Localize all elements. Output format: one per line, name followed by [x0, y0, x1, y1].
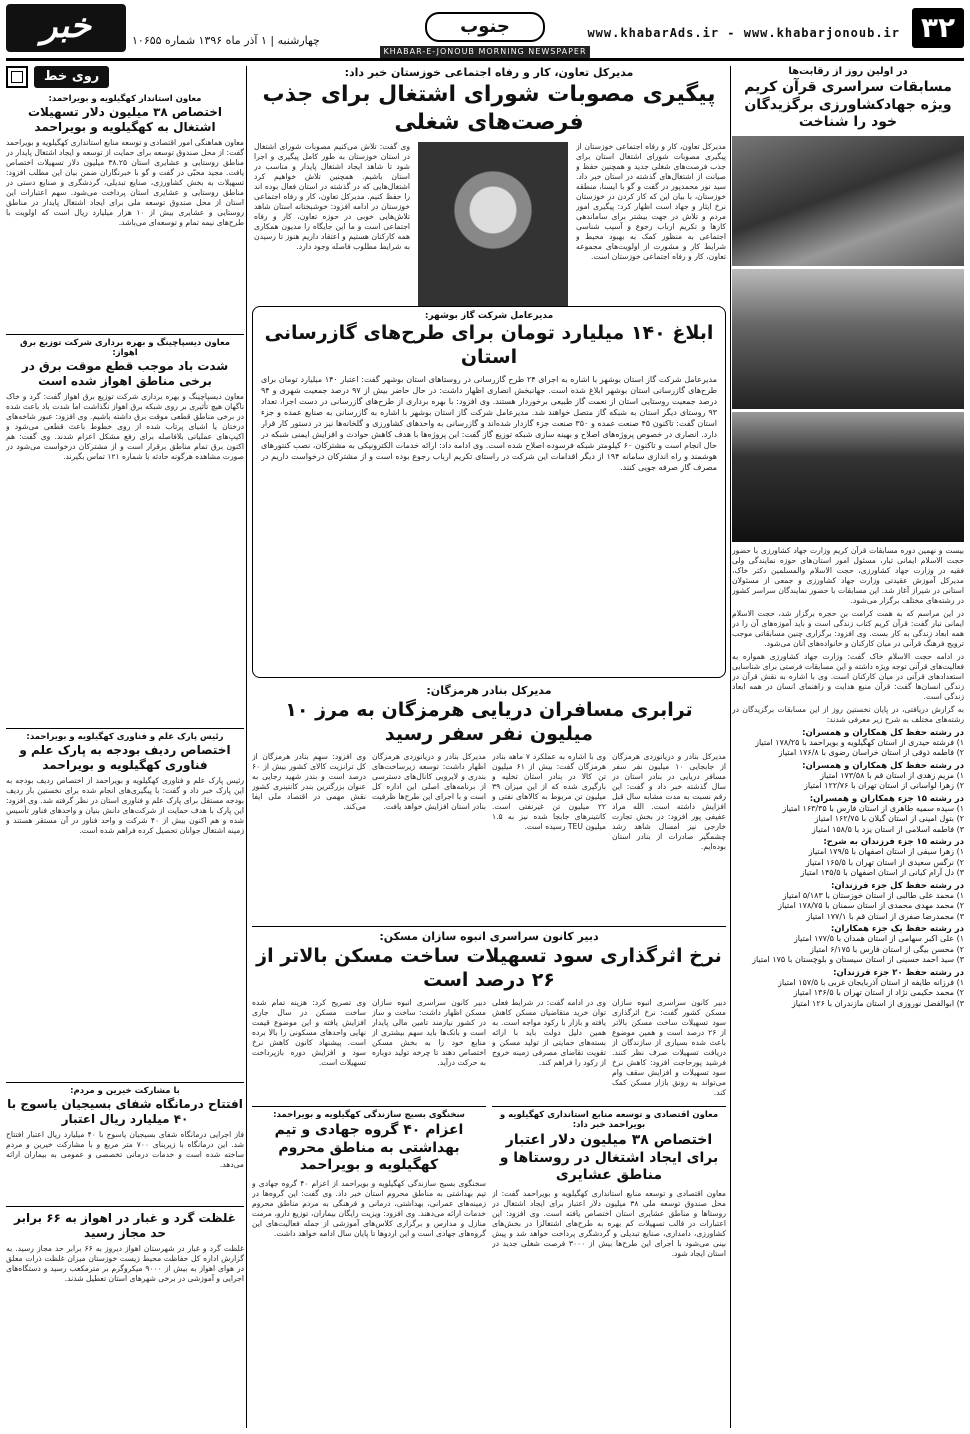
column-header [6, 66, 244, 88]
article-gas-projects [252, 306, 726, 678]
article-headline: ابلاغ ۱۴۰ میلیارد تومان برای طرح‌های گازرسانی استان [264, 322, 714, 368]
brief-body: غلظت گرد و غبار در شهرستان اهواز دیروز به ۶۶ برابر حد مجاز رسید. به گزارش اداره کل حفاظت محیط زیست خوزستان میزان غلظت ذرات معلق در هوای اهواز به بیش از ۹۰۰۰ میکروگرم بر مترمکعب رسید و دستگاه‌های اجرایی و آموزشی در برخی شهرهای استان تعطیل شدند. [6, 1244, 244, 1283]
newspaper-logo: خبر [6, 4, 126, 52]
photo-clerics [732, 136, 964, 266]
result-item: ۳) محمدرضا صفری از استان قم با ۱۷۷/۱ امتیاز [806, 911, 964, 921]
article-body: سخنگوی بسیج سازندگی کهگیلویه و بویراحمد از اعزام ۴۰ گروه جهادی و تیم بهداشتی به مناطق محروم استان خبر داد. وی گفت: این گروه‌ها در زمینه‌های عمرانی، بهداشتی، درمانی و فرهنگی به مردم مناطق محروم خدمات ارائه می‌دهند. وی افزود: ویزیت رایگان بیماران، توزیع دارو، مرمت منازل و مدارس و برگزاری کلاس‌های آموزشی از جمله فعالیت‌های این گروه‌های جهادی است و این اردوها تا پایان سال ادامه خواهد داشت. [252, 1178, 486, 1238]
article-employment-council [252, 66, 726, 306]
result-item: ۳) فاطمه اسلامی از استان یزد با ۱۵۸/۵ امتیاز [811, 824, 964, 834]
brief-headline: شدت باد موجب قطع موقت برق در برخی مناطق اهواز شده است [21, 359, 229, 388]
brief-kicker: با مشارکت خیرین و مردم: [70, 1086, 180, 1096]
result-item: ۳) ابوالفضل نوروزی از استان مازندران با ۱۲۶ امتیاز [791, 998, 964, 1008]
article-housing [252, 926, 726, 1102]
article-body: معاون اقتصادی و توسعه منابع استانداری کهگیلویه و بویراحمد گفت: از محل صندوق توسعه ملی ۳۸ میلیون دلار اعتبار برای ایجاد اشتغال در روستاها و مناطق عشایری استان اختصاص یافته است. وی افزود: این اعتبارات در قالب تسهیلات کم بهره به طرح‌های اشتغالزا در بخش‌های کشاورزی، دامداری، صنایع تبدیلی و گردشگری پرداخت خواهد شد و پیش بینی می‌شود با اجرای این طرح‌ها بیش از ۳۰۰۰ فرصت شغلی جدید در استان ایجاد شود. [492, 1188, 726, 1258]
result-item: ۲) محسن بیگی از استان فارس با ۶/۱۷۵ امتیاز [810, 944, 964, 954]
photo-director-general [418, 142, 568, 306]
article-headline: نرخ اثرگذاری سود تسهیلات ساخت مسکن بالاتر از ۲۶ درصد است [256, 945, 722, 991]
result-item: ۱) محمد علی طالبی از استان خوزستان با ۵/۱۸۳ امتیاز [782, 890, 964, 900]
masthead [0, 0, 970, 58]
article-body: وی در ادامه گفت: در شرایط فعلی توان خرید متقاضیان مسکن کاهش یافته و بازار با رکود مواجه است. به همین دلیل دولت باید با ارائه بسته‌های حمایتی از تولید مسکن و تقویت تقاضای مصرفی زمینه خروج از رکود را فراهم کند. [492, 997, 606, 1067]
article-body: مدیرعامل شرکت گاز استان بوشهر با اشاره به اجرای ۲۴ طرح گازرسانی در روستاهای استان بوشهر گفت: اعتبار ۱۴۰ میلیارد تومان برای طرح‌های گازرسانی استان بوشهر ابلاغ شده است. جهانبخش انصاری اظهار داشت: در حال حاضر بیش از ۹۷ درصد جمعیت شهری و ۹۴ درصد جمعیت روستایی استان از نعمت گاز طبیعی برخوردار هستند. وی افزود: با بهره برداری از طرح‌های گازرسانی در دست اجرا، تعداد ۹۳ روستای دیگر استان به شبکه گاز متصل خواهند شد. مدیرعامل شرکت گاز استان بوشهر با اشاره به گازرسانی به صنایع عمده و جزء استان گفت: تاکنون ۴۵ صنعت عمده و ۳۵۰ صنعت جزء گازدار شده‌اند و گازرسانی به واحدهای کشاورزی و گلخانه‌ها نیز در دستور کار قرار دارد. انصاری در خصوص پروژه‌های اصلاح و بهینه سازی شبکه توزیع گاز گفت: این پروژه‌ها با هدف کاهش حوادث و افزایش ایمنی شبکه در حال انجام است و تاکنون ۶۰ کیلومتر شبکه فرسوده اصلاح شده است. وی ادامه داد: ارائه خدمات الکترونیکی به مشترکان، نصب کنتورهای هوشمند و راه اندازی سامانه ۱۹۴ از دیگر اقدامات این شرکت در راستای تکریم ارباب رجوع بوده است و از مشترکان درخواست داریم در مصرف گاز صرفه جویی کنند. [261, 374, 717, 472]
photo-audience [732, 412, 964, 542]
article-headline: پیگیری مصوبات شورای اشتغال برای جذب فرصت‌های شغلی [262, 82, 716, 135]
quran-paragraph-2: در این مراسم که به همت کرامت بن حجره برگزار شد، حجت الاسلام ایمانی تبار گفت: قرآن کریم کتاب زندگی است و باید آموزه‌های آن را در همه ابعاد زندگی به کار بست. وی افزود: برگزاری چنین مسابقاتی موجب ترویج فرهنگ قرآنی در میان کارکنان و خانواده‌های آنان می‌شود. [732, 608, 964, 648]
column-title: روی خط [34, 66, 109, 88]
site-urls[interactable]: www.khabarAds.ir - www.khabarjonoub.ir [587, 26, 900, 40]
brief-headline: اختصاص ردیف بودجه به پارک علم و فناوری کهگیلویه و بویراحمد [19, 743, 231, 772]
brief-headline: اختصاص ۳۸ میلیون دلار تسهیلات اشتغال به کهگیلویه و بویراحمد [27, 105, 223, 134]
results-heading: در رشته حفظ کل همکاران و همسران: [802, 727, 964, 738]
result-item: ۲) بتول امینی از استان گیلان با ۱۶۲/۷۵ امتیاز [814, 814, 964, 823]
article-ports [252, 684, 726, 924]
brief-power-outage [6, 334, 244, 722]
result-item: ۲) فاطمه ذوقی از استان خراسان رضوی با ۱۷۶/۸ امتیاز [778, 748, 964, 757]
result-item: ۲) زهرا لواسانی از استان تهران با ۱۲۲/۷۶ امتیاز [804, 781, 964, 790]
article-body: وی گفت: تلاش می‌کنیم مصوبات شورای اشتغال در استان خوزستان به طور کامل پیگیری و اجرا شود تا شاهد ایجاد اشتغال پایدار و مناسب در استان باشیم. همچنین تلاش خواهیم کرد اشتغال‌هایی که در گذشته در استان فعال بوده اند را حفظ کنیم. مدیرکل تعاون، کار و رفاه اجتماعی خوزستان در ادامه افزود: خوشبختانه استان شاهد تلاش‌هایی خوبی در حوزه تعاون، کار و رفاه اجتماعی است و ما این جایگاه را مدیون همکاری همه کارکنان هستیم و اعتقاد داریم هنوز تا رسیدن به شرایط مطلوب فاصله وجود دارد. [254, 142, 410, 251]
brief-body: معاون هماهنگی امور اقتصادی و توسعه منابع استانداری کهگیلویه و بویراحمد گفت: از محل صندوق توسعه برای حمایت از توسعه و ایجاد اشتغال پایدار در مناطق روستایی و عشایری استان ۳۸.۲۵ میلیون دلار تسهیلات اختصاص یافت. مجید محبّی در گفت و گو با خبرنگاران ضمن بیان این مطلب افزود: تسهیلات به بخش کشاورزی، صنایع تبدیلی، گردشگری و صنایع دستی در مناطق روستایی و عشایری استان پرداخت می‌شود. سهم اعتبارات این استان از محل صندوق توسعه ملی برای ایجاد اشتغال پایدار در مناطق روستایی و عشایری بیش از ۱۰ هزار میلیارد ریال است که اولویت با طرح‌های نیمه تمام و توسعه‌ای می‌باشد. [6, 138, 244, 227]
dateline: چهارشنبه | ۱ آذر ماه ۱۳۹۶ شماره ۱۰۶۵۵ [132, 34, 320, 47]
brief-body: معاون دیسپاچینگ و بهره برداری شرکت توزیع برق اهواز گفت: گرد و خاک ناگهان هیچ تأثیری بر روی شبکه برق اهواز نگذاشت اما شدت باد باعث شده در برخی مناطق قطعی موقت برق داشته باشیم. وی افزود: عبور شاخه‌های درختان یا اشیای پرتاب شده از روی خطوط باعث قطعی می‌شود و اکیپ‌های عملیاتی بلافاصله برای رفع مشکل اعزام شدند. وی گفت: هم اکنون برق تمام مناطق برقرار است و از مشترکان درخواست می‌شود در صورت مشاهده هرگونه حادثه با شماره ۱۲۱ تماس بگیرند. [6, 392, 244, 461]
result-item: ۱) علی اکبر سهامی از استان همدان با ۱۷۷/۵ امتیاز [793, 934, 964, 943]
brief-kicker: معاون دیسپاچینگ و بهره برداری شرکت توزیع برق اهواز: [19, 338, 231, 358]
results-heading: در رشته ۱۵ جزء همکاران و همسران: [809, 793, 964, 804]
article-kicker: سخنگوی بسیج سازندگی کهگیلویه و بویراحمد: [273, 1110, 465, 1120]
newspaper-subtitle: KHABAR-E-JONOUB MORNING NEWSPAPER [380, 46, 590, 58]
result-item: ۱) سیده سمیه طاهری از استان فارس با ۱۶۳/۳۵ امتیاز [782, 803, 964, 813]
result-item: ۲) محمد حکیمی نژاد از استان تهران با ۱۳۶/۵ امتیاز [793, 988, 964, 997]
article-body: دبیر کانون سراسری انبوه سازان مسکن کشور گفت: نرخ اثرگذاری سود تسهیلات ساخت مسکن بالاتر از ۲۶ درصد است و همین موضوع باعث شده بسیاری از سازندگان از دریافت تسهیلات صرف نظر کنند. فرشید پورحاجت افزود: کاهش نرخ سود تسهیلات و افزایش سقف وام می‌تواند به رونق بازار مسکن کمک کند. [612, 997, 726, 1097]
result-item: ۱) فرشته حیدری از استان کهگیلویه و بویراحمد با ۱۷۸/۲۵ امتیاز [755, 737, 964, 747]
article-headline: اختصاص ۳۸ میلیون دلار اعتبار برای ایجاد اشتغال در روستاها و مناطق عشایری [499, 1132, 719, 1183]
quran-results [732, 728, 964, 1010]
section-label: جنوب [425, 12, 545, 42]
result-item: ۲) محمد مهدی محمدی از استان سمنان با ۱۷۸/۷۵ امتیاز [778, 901, 964, 910]
brief-kicker: رئیس پارک علم و فناوری کهگیلویه و بویراحمد: [26, 732, 224, 742]
result-item: ۲) نرگس سعیدی از استان تهران با ۱۶۵/۵ امتیاز [805, 857, 964, 867]
article-headline: ترابری مسافران دریایی هرمزگان به مرز ۱۰ میلیون نفر سفر رسید [285, 699, 693, 745]
quran-paragraph-3: در ادامه حجت الاسلام خاک گفت: وزارت جهاد کشاورزی همواره به فعالیت‌های قرآنی توجه ویژه داشته و این مسابقات فرصتی برای شناسایی استعدادهای قرآنی در میان کارکنان است. وی با اشاره به نقش قرآن در زندگی انسان‌ها گفت: قرآن منبع هدایت و راهنمای انسان در همه ابعاد زندگی است. [732, 651, 964, 701]
brief-clinic [6, 1082, 244, 1200]
result-item: ۱) زهرا سیفی از استان اصفهان با ۱۷۹/۵ امتیاز [808, 847, 964, 856]
column-divider [246, 66, 247, 1428]
brief-science-park [6, 728, 244, 1076]
right-column [732, 66, 964, 1428]
photo-speaker [732, 269, 964, 409]
result-item: ۱) مریم زهدی از استان قم با ۱۷۳/۵۸ امتیاز [820, 770, 964, 780]
article-kicker: مدیرکل بنادر هرمزگان: [426, 684, 552, 697]
brief-kicker: معاون استاندار کهگیلویه و بویراحمد: [48, 94, 202, 104]
article-headline: اعزام ۴۰ گروه جهادی و تیم بهداشتی به مناطق محروم کهگیلویه و بویراحمد [274, 1122, 464, 1173]
article-kicker: معاون اقتصادی و توسعه منابع استانداری کهگیلویه و بویراحمد خبر داد: [499, 1110, 719, 1130]
article-rural-jobs [492, 1106, 726, 1428]
brief-headline: افتتاح درمانگاه شفای بسیجیان یاسوج با ۴۰ میلیارد ریال اعتبار [7, 1097, 243, 1126]
brief-body: رئیس پارک علم و فناوری کهگیلویه و بویراحمد از اختصاص ردیف بودجه به این پارک خبر داد و گفت: با پیگیری‌های انجام شده برای نخستین بار ردیف بودجه مستقل برای پارک علم و فناوری استان در نظر گرفته شد. وی افزود: این پارک با هدف حمایت از شرکت‌های دانش بنیان و واحدهای فناور تأسیس شده و هم اکنون بیش از ۴۰ شرکت و واحد فناور در آن مستقر هستند و زمینه اشتغال جوانان تحصیل کرده فراهم شده است. [6, 776, 244, 835]
article-kicker: مدیرعامل شرکت گاز بوشهر: [424, 311, 554, 321]
article-body: مدیرکل بنادر و دریانوردی هرمزگان از جابجایی ۱۰ میلیون نفر سفر مسافر دریایی در بنادر استان در سال گذشته خبر داد و گفت: این رقم نسبت به مدت مشابه سال قبل افزایش داشته است. الله مراد عفیفی پور افزود: در بخش تجارت خارجی نیز امسال شاهد رشد چشمگیر صادرات از بنادر استان بوده‌ایم. [612, 751, 726, 851]
article-body: وی با اشاره به عملکرد ۷ ماهه بنادر هرمزگان گفت: بیش از ۶۱ میلیون تن کالا در بنادر استان تخلیه و بارگیری شده که از این میزان ۳۹ میلیون تن مربوط به کالاهای نفتی و ۲۲ میلیون تن غیرنفتی است. کانتینرهای جابجا شده نیز به ۱.۵ میلیون TEU رسیده است. [492, 751, 606, 831]
quran-paragraph-1: بیست و نهمین دوره مسابقات قرآن کریم وزارت جهاد کشاورزی با حضور حجت الاسلام ایمانی تبار، مسئول امور استان‌های حوزه نمایندگی ولی فقیه در وزارت جهاد کشاورزی، حجت الاسلام والمسلمین دکتر خاک، مدیرکل آموزش عقیدتی وزارت جهاد کشاورزی و جمعی از مسئولان استانی در شیراز آغاز شد. این مسابقات با حضور نمایندگان سراسر کشور در رشته‌های مختلف برگزار می‌شود. [732, 545, 964, 605]
article-jihadi-groups [252, 1106, 486, 1428]
results-heading: در رشته حفظ یک جزء همکاران: [830, 924, 964, 934]
quran-headline: مسابقات سراسری قرآن کریم ویژه جهادکشاورزی برگزیدگان خود را شناخت [744, 79, 952, 130]
quran-results-intro: به گزارش دریافتی، در پایان نخستین روز از این مسابقات برگزیدگان در رشته‌های مختلف به شرح زیر معرفی شدند: [732, 704, 964, 724]
brief-headline: غلظت گرد و غبار در اهواز به ۶۶ برابر حد مجاز رسید [13, 1211, 237, 1240]
article-body: وی تصریح کرد: هزینه تمام شده ساخت مسکن در سال جاری افزایش یافته و این موضوع قیمت نهایی واحدهای مسکونی را بالا برده است. پیشنهاد کانون کاهش نرخ سود و افزایش دوره بازپرداخت تسهیلات است. [252, 997, 366, 1067]
column-square-icon [6, 66, 28, 88]
brief-body: فاز اجرایی درمانگاه شفای بسیجیان یاسوج با ۴۰ میلیارد ریال اعتبار افتتاح شد. این درمانگاه با زیربنای ۷۰۰ متر مربع و با مشارکت خیرین و مردم ساخته شده است و خدمات درمانی تخصصی و عمومی به بیماران ارائه می‌دهد. [6, 1130, 244, 1169]
brief-employment-loans [6, 94, 244, 328]
result-item: ۳) سید احمد حسینی از استان سیستان و بلوچستان با ۱۷۵ امتیاز [752, 955, 964, 964]
article-kicker: مدیرکل تعاون، کار و رفاه اجتماعی خوزستان خبر داد: [344, 66, 634, 79]
article-body: مدیرکل تعاون، کار و رفاه اجتماعی خوزستان از پیگیری مصوبات شورای اشتغال استان برای جذب فرصت‌های شغلی جدید و همچنین حفظ و صیانت از اشتغال‌های گذشته در استان خبر داد. سید نور محمدپور در گفت و گو با ایسنا، منطقه خوزستان، با بیان این که کار کردن در خوزستان نرخ ایثار و جهاد است اظهار کرد: پیگیری امور مردم و تلاش در جهت بیشتر برای ساماندهی کارها و تکریم ارباب رجوع و آسیب شناسی اجتماعی به منظور کمک به بهبود محیط و شرایط کار و مشورت از اولویت‌های مجموعه تعاون، کار و رفاه اجتماعی خوزستان است. [576, 142, 726, 261]
page-number: ۳۲ [912, 8, 964, 48]
brief-dust [6, 1206, 244, 1364]
result-item: ۳) دل آرام کیانی از استان اصفهان با ۱۴۵/۵ امتیاز [800, 868, 964, 877]
result-item: ۱) فرزانه طایفه از استان آذربایجان غربی با ۱۵۷/۵ امتیاز [778, 977, 964, 987]
results-heading: در رشته حفظ کل همکاران و همسران: [802, 760, 964, 771]
article-body: وی افزود: سهم بنادر هرمزگان از کل ترانزیت کالای کشور بیش از ۶۰ درصد است و بندر شهید رجایی به عنوان بزرگترین بندر کانتینری کشور نقش مهمی در اقتصاد ملی ایفا می‌کند. [252, 751, 366, 811]
results-heading: در رشته حفظ ۲۰ جزء فرزندان: [833, 967, 964, 978]
results-heading: در رشته حفظ کل جزء فرزندان: [831, 880, 964, 891]
left-column [6, 66, 244, 1428]
article-body: دبیر کانون سراسری انبوه سازان مسکن اظهار داشت: ساخت و ساز در کشور نیازمند تامین مالی پایدار است و بانک‌ها باید سهم بیشتری از منابع خود را به بخش مسکن اختصاص دهند تا چرخه تولید دوباره به حرکت درآید. [372, 997, 486, 1067]
header-rule [6, 58, 964, 61]
article-kicker: دبیر کانون سراسری انبوه سازان مسکن: [379, 930, 599, 943]
article-body: مدیرکل بنادر و دریانوردی هرمزگان اظهار داشت: توسعه زیرساخت‌های بندری و لایروبی کانال‌های دسترسی از برنامه‌های اصلی این اداره کل است و با اجرای این طرح‌ها ظرفیت بنادر استان افزایش خواهد یافت. [372, 751, 486, 811]
column-divider [730, 66, 731, 1428]
quran-kicker: در اولین روز از رقابت‌ها [788, 66, 908, 77]
quran-body [732, 546, 964, 725]
results-heading: در رشته ۱۵ جزء فرزندان به شرح: [823, 837, 964, 847]
